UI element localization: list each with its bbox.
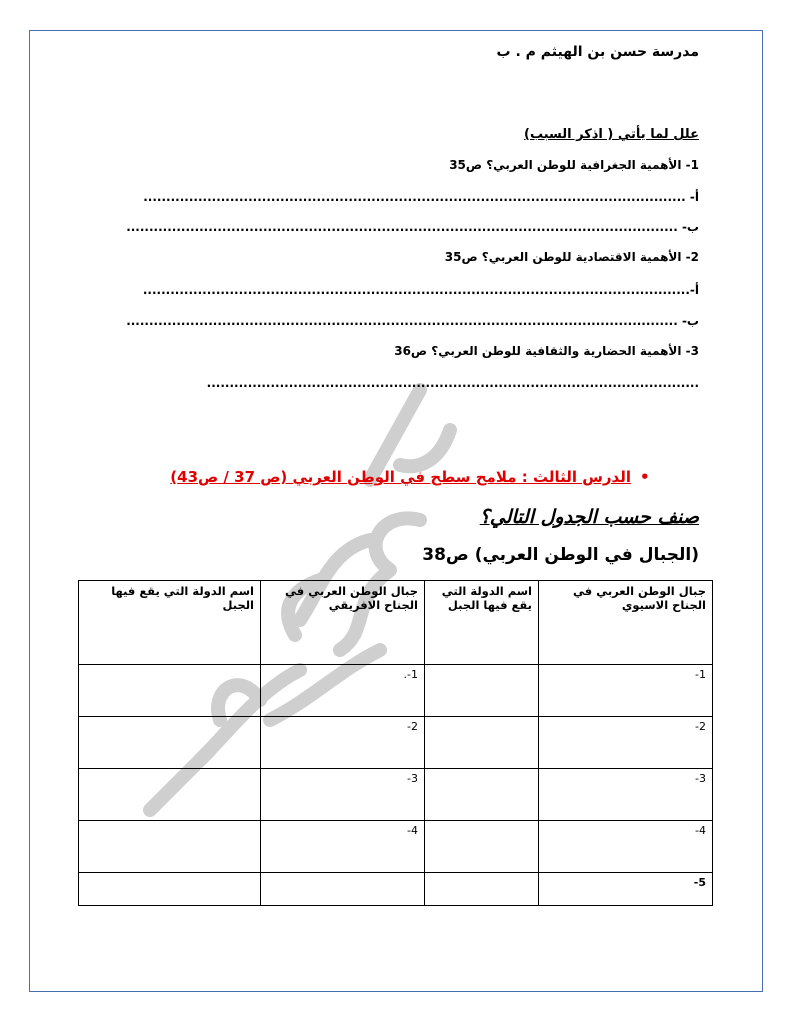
answer-line-2a: أ-........................................................................................................................ [142,283,699,297]
lesson-title: الدرس الثالث : ملامح سطح في الوطن العربي (ص 37 / ص43) [170,468,631,486]
asian-cell[interactable]: 2- [539,717,713,769]
country-cell[interactable] [425,873,539,906]
header-asian-country: اسم الدولة التي يقع فيها الجبل [425,581,539,665]
african-cell[interactable]: 2- [261,717,425,769]
table-row [79,873,713,906]
header-african-mountains: جبال الوطن العربي في الجناح الافريقي [261,581,425,665]
question-3: 3- الأهمية الحضارية والثقافية للوطن العربي؟ ص36 [394,344,699,358]
country-cell[interactable] [425,717,539,769]
table-header-row [79,581,713,665]
table-row [79,665,713,717]
header-african-country: اسم الدولة التي يقع فيها الجبل [79,581,261,665]
table-title: (الجبال في الوطن العربي) ص38 [422,545,699,565]
answer-line-1a: أ- ....................................................................................................................... [143,190,699,204]
african-cell[interactable] [261,873,425,906]
school-name: مدرسة حسن بن الهيثم م . ب [496,44,699,60]
asian-cell[interactable]: 3- [539,769,713,821]
country-cell[interactable] [79,821,261,873]
asian-cell[interactable]: 5- [539,873,713,906]
answer-line-2b: ب- ......................................................................................................................... [126,314,699,328]
table-row [79,717,713,769]
african-cell[interactable]: 1-. [261,665,425,717]
african-cell[interactable]: 3- [261,769,425,821]
country-cell[interactable] [425,769,539,821]
country-cell[interactable] [79,873,261,906]
country-cell[interactable] [79,717,261,769]
question-1: 1- الأهمية الجغرافية للوطن العربي؟ ص35 [449,158,699,172]
table-row [79,821,713,873]
country-cell[interactable] [425,821,539,873]
asian-cell[interactable]: 1- [539,665,713,717]
lesson-bullet: • [640,468,650,486]
country-cell[interactable] [79,769,261,821]
asian-cell[interactable]: 4- [539,821,713,873]
answer-line-1b: ب- ......................................................................................................................... [126,220,699,234]
mountains-table [78,580,713,906]
country-cell[interactable] [425,665,539,717]
question-2: 2- الأهمية الاقتصادية للوطن العربي؟ ص35 [444,250,699,264]
country-cell[interactable] [79,665,261,717]
table-row [79,769,713,821]
section-heading: علل لما يأتي ( اذكر السبب) [524,127,699,142]
answer-line-3: ............................................................................................................ [206,376,699,390]
classify-heading: صنف حسب الجدول التالي؟ [479,506,699,528]
african-cell[interactable]: 4- [261,821,425,873]
header-asian-mountains: جبال الوطن العربي في الجناح الاسيوي [539,581,713,665]
